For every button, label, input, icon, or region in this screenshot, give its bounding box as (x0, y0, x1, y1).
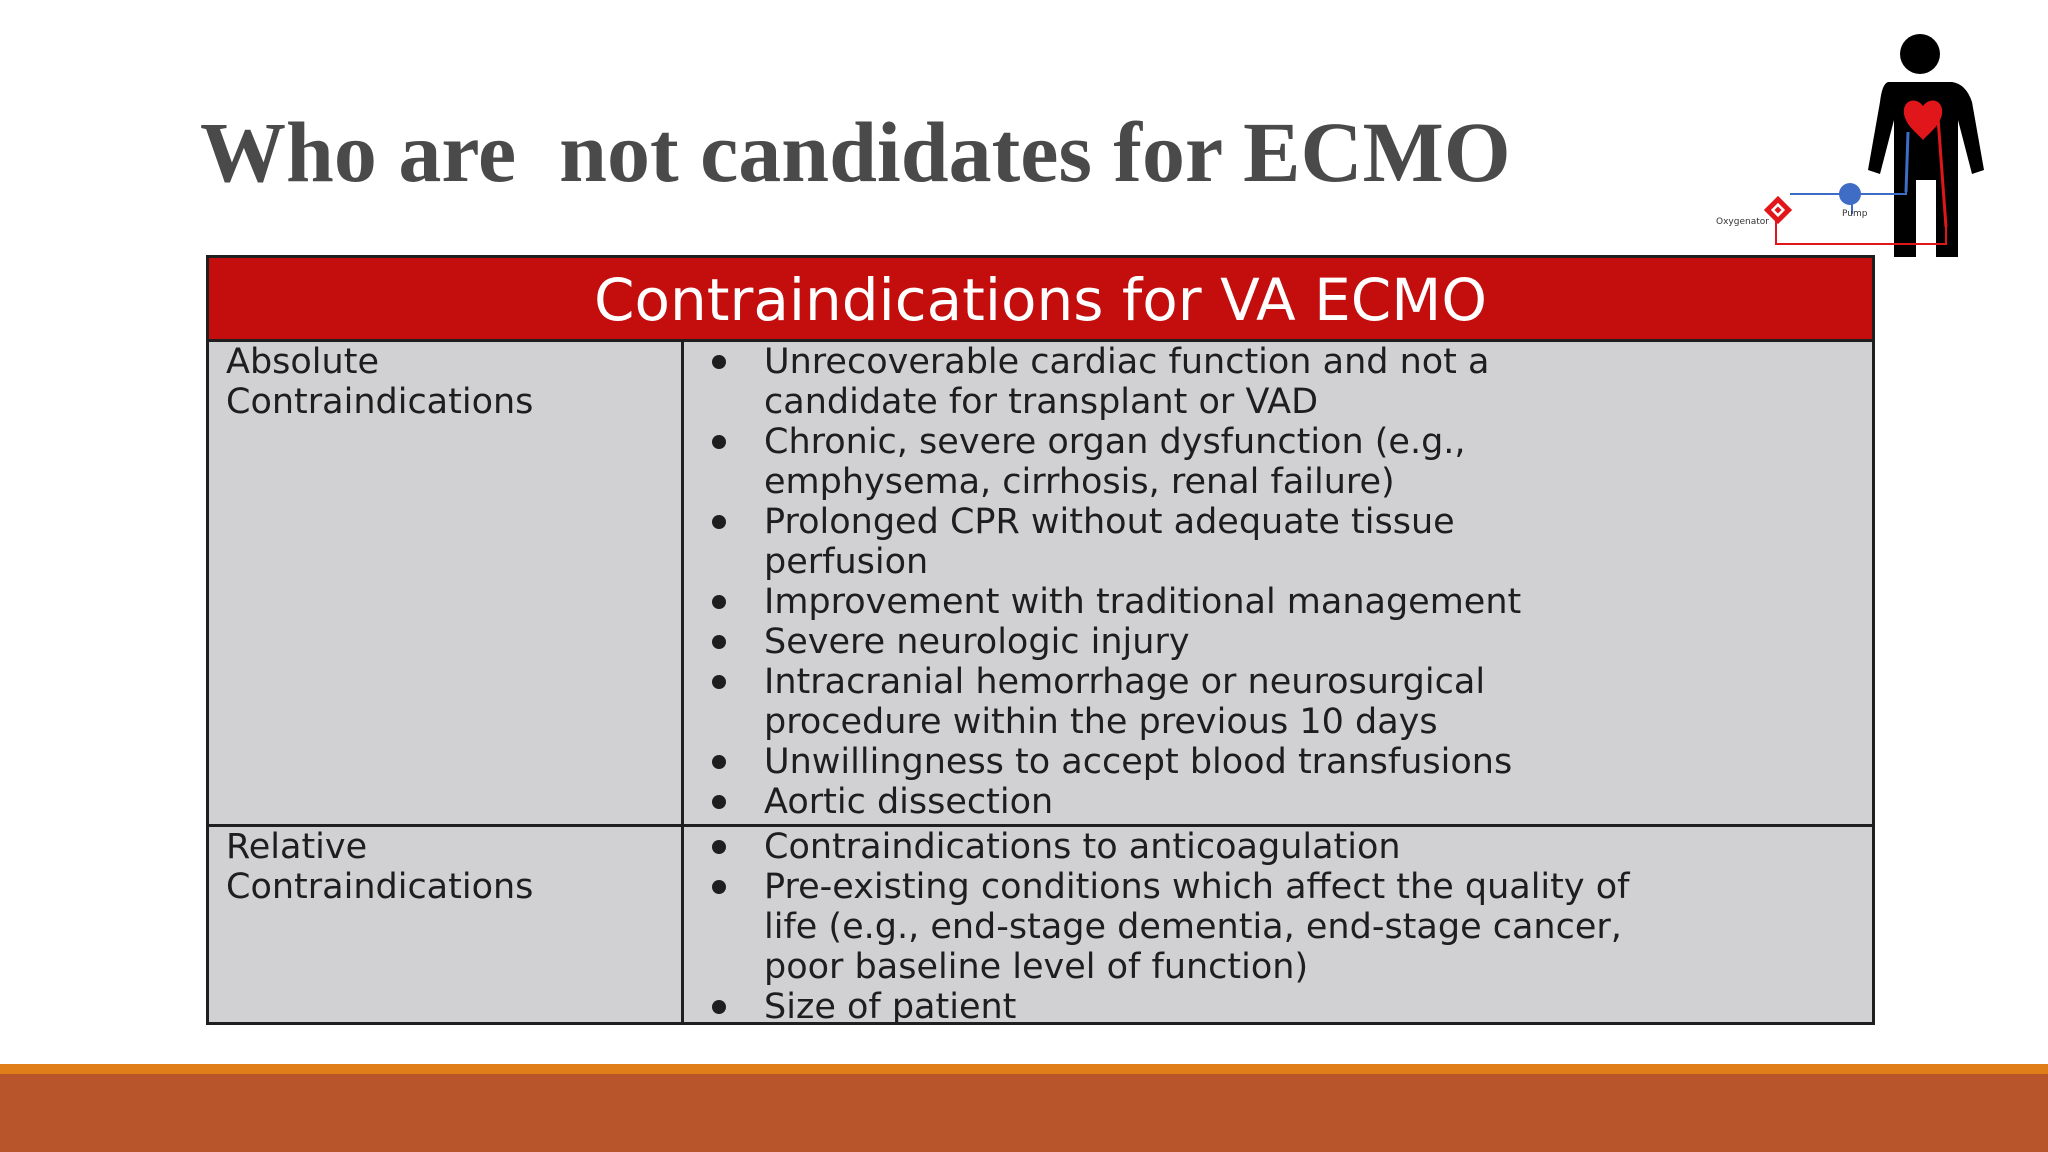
slide-title: Who are not candidates for ECMO (200, 104, 1511, 200)
list-item: Aortic dissection (699, 782, 1862, 822)
bullet-icon (712, 515, 726, 529)
table-header: Contraindications for VA ECMO (209, 258, 1872, 342)
contraindications-table (206, 255, 1875, 1025)
pump-icon (1839, 183, 1861, 205)
list-item: Severe neurologic injury (699, 622, 1862, 662)
bullet-icon (712, 595, 726, 609)
list-item: Intracranial hemorrhage or neurosurgical procedure within the previous 10 days (699, 662, 1862, 742)
cannula-blue (1906, 132, 1908, 192)
footer-accent-bar (0, 1064, 2048, 1074)
bullet-icon (712, 880, 726, 894)
bullet-icon (712, 635, 726, 649)
bullet-icon (712, 675, 726, 689)
absolute-contraindications-list (699, 342, 1862, 822)
ecmo-circuit-figure (1710, 22, 2000, 262)
bullet-icon (712, 795, 726, 809)
list-item: Pre-existing conditions which affect the quality of life (e.g., end-stage dementia, end-stage cancer, poor baseline level of function) (699, 867, 1862, 987)
list-item: Unrecoverable cardiac function and not a candidate for transplant or VAD (699, 342, 1862, 422)
circuit-line-red (1776, 218, 1946, 244)
footer-bar (0, 1074, 2048, 1152)
oxygenator-label: Oxygenator (1716, 217, 1769, 227)
bullet-icon (712, 435, 726, 449)
list-item: Unwillingness to accept blood transfusions (699, 742, 1862, 782)
column-divider (681, 342, 684, 1022)
list-item: Contraindications to anticoagulation (699, 827, 1862, 867)
list-item: Chronic, severe organ dysfunction (e.g., emphysema, cirrhosis, renal failure) (699, 422, 1862, 502)
list-item: Prolonged CPR without adequate tissue perfusion (699, 502, 1862, 582)
list-item: Improvement with traditional management (699, 582, 1862, 622)
bullet-icon (712, 355, 726, 369)
row-label-relative: Relative Contraindications (226, 827, 534, 907)
bullet-icon (712, 755, 726, 769)
bullet-icon (712, 1000, 726, 1014)
person-head (1900, 34, 1940, 74)
relative-contraindications-list (699, 827, 1862, 1027)
row-label-absolute: Absolute Contraindications (226, 342, 534, 422)
pump-label: Pump (1842, 209, 1868, 219)
list-item: Size of patient (699, 987, 1862, 1027)
bullet-icon (712, 840, 726, 854)
